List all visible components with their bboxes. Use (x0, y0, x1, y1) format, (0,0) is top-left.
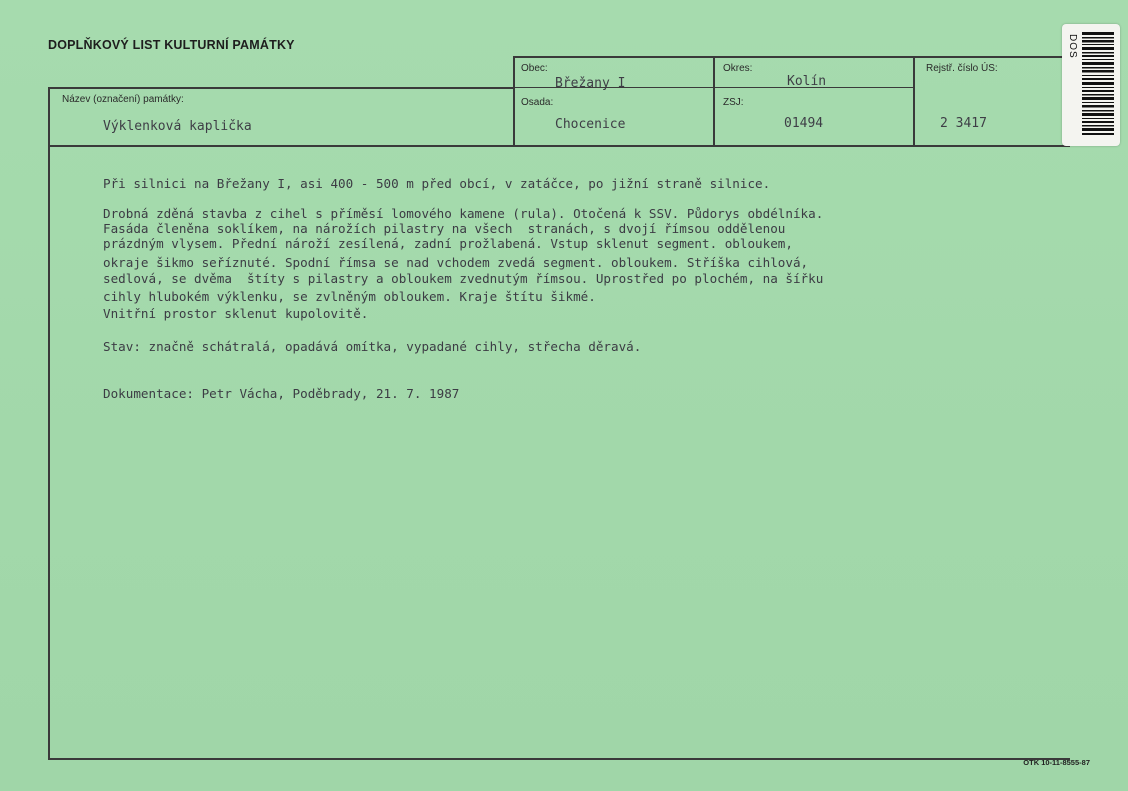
okres-label: Okres: (723, 63, 753, 74)
divider-rejstr (913, 56, 915, 146)
divider-okres (713, 56, 715, 146)
rejstr-label: Rejstř. číslo ÚS: (926, 63, 998, 74)
description-line-4: okraje šikmo seříznuté. Spodní římsa se nad vchodem zvedá segment. obloukem. Stříška cihlová, (103, 255, 809, 270)
zsj-label: ZSJ: (723, 97, 744, 108)
barcode-icon (1082, 32, 1114, 136)
header-bottom-line (48, 145, 1070, 147)
barcode-sticker (1062, 24, 1120, 146)
divider-obec (513, 56, 515, 146)
documentation-paragraph: Dokumentace: Petr Vácha, Poděbrady, 21. 7. 1987 (103, 386, 460, 401)
okres-value: Kolín (787, 74, 827, 89)
form-title: DOPLŇKOVÝ LIST KULTURNÍ PAMÁTKY (48, 38, 295, 52)
nazev-top-line (48, 87, 514, 89)
obec-label: Obec: (521, 63, 548, 74)
condition-paragraph: Stav: značně schátralá, opadává omítka, vypadané cihly, střecha děravá. (103, 339, 642, 354)
nazev-label: Název (označení) památky: (62, 94, 184, 105)
rejstr-value: 2 3417 (940, 116, 987, 131)
description-line-7: Vnitřní prostor sklenut kupolovitě. (103, 306, 369, 321)
description-line-2: Fasáda členěna soklíkem, na nárožích pilastry na všech stranách, s dvojí římsou oddělenou (103, 221, 786, 236)
barcode-label: DOS (1067, 34, 1078, 59)
obec-value: Břežany I (555, 76, 626, 91)
description-line-5: sedlová, se dvěma štíty s pilastry a obloukem zvednutým římsou. Uprostřed po plochém, na šířku (103, 271, 824, 286)
nazev-value: Výklenková kaplička (103, 119, 252, 134)
bottom-border-line (48, 758, 1070, 760)
description-line-1: Drobná zděná stavba z cihel s příměsí lomového kamene (rula). Otočená k SSV. Půdorys obdélníka. (103, 206, 824, 221)
form-code: OTK 10-11-8555-87 (1023, 758, 1090, 767)
header-top-line (513, 56, 1070, 58)
osada-value: Chocenice (555, 117, 626, 132)
left-border-line (48, 87, 50, 759)
description-line-6: cihly hlubokém výklenku, se zvlněným obloukem. Kraje štítu šikmé. (103, 289, 596, 304)
osada-label: Osada: (521, 97, 554, 108)
description-line-3: prázdným vlysem. Přední nároží zesílená, zadní prožlabená. Vstup sklenut segment. obloukem, (103, 236, 793, 251)
zsj-value: 01494 (784, 116, 824, 131)
location-paragraph: Při silnici na Břežany I, asi 400 - 500 m před obcí, v zatáčce, po jižní straně silnice. (103, 176, 771, 191)
